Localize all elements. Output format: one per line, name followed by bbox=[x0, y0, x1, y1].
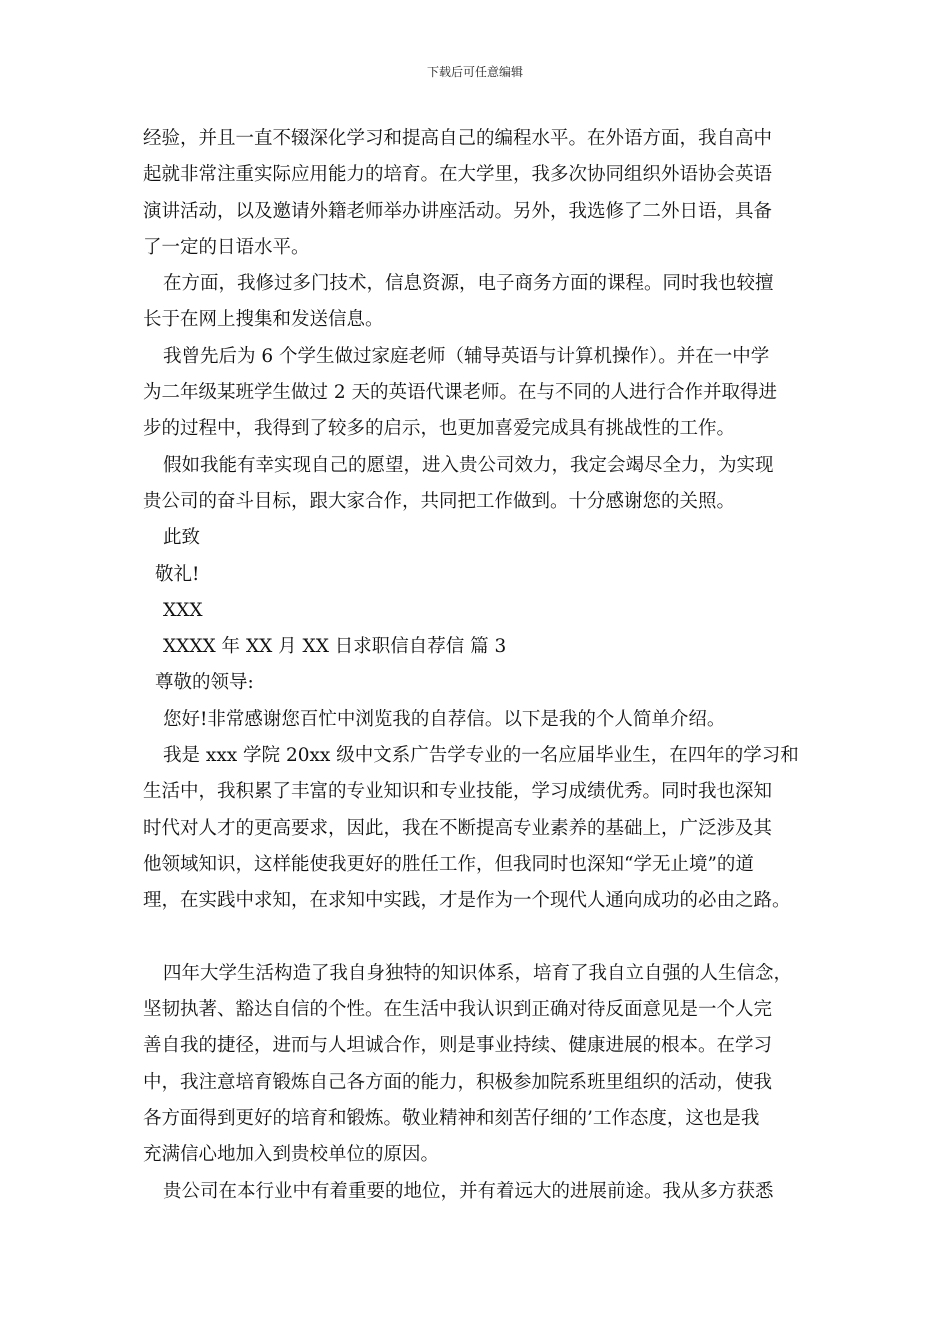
text-line: 步的过程中，我得到了较多的启示，也更加喜爱完成具有挑战性的工作。 bbox=[143, 418, 736, 440]
blank-line bbox=[143, 920, 823, 956]
text-line: 经验，并且一直不辍深化学习和提高自己的编程水平。在外语方面，我自高中 bbox=[143, 128, 773, 149]
text-line: 此致 bbox=[163, 527, 201, 549]
text-line: 中，我注意培育锻炼自己各方面的能力，积极参加院系班里组织的活动，使我 bbox=[143, 1071, 773, 1093]
letter-body bbox=[143, 121, 823, 1210]
text-line: 演讲活动，以及邀请外籍老师举办讲座活动。另外，我选修了二外日语，具备 bbox=[143, 200, 773, 222]
text-line: 生活中，我积累了丰富的专业知识和专业技能，学习成绩优秀。同时我也深知 bbox=[143, 781, 773, 803]
text-line: 时代对人才的更高要求，因此，我在不断提高专业素养的基础上，广泛涉及其 bbox=[143, 817, 773, 839]
text-line: 充满信心地加入到贵校单位的原因。 bbox=[143, 1144, 440, 1166]
text-line: 他领域知识，这样能使我更好的胜任工作，但我同时也深知“学无止境”的道 bbox=[143, 853, 754, 875]
text-line: 在方面，我修过多门技术，信息资源，电子商务方面的课程。同时我也较擅 bbox=[163, 273, 774, 295]
text-line: 敬礼! bbox=[155, 563, 200, 585]
text-line: 四年大学生活构造了我自身独特的知识体系，培育了我自立自强的人生信念， bbox=[163, 962, 793, 984]
page-header: 下载后可任意编辑 bbox=[426, 65, 523, 79]
text-line: 长于在网上搜集和发送信息。 bbox=[143, 309, 384, 331]
text-line: 善自我的捷径，进而与人坦诚合作，则是事业持续、健康进展的根本。在学习 bbox=[143, 1035, 773, 1057]
text-line: 起就非常注重实际应用能力的培育。在大学里，我多次协同组织外语协会英语 bbox=[143, 164, 773, 186]
text-line: 尊敬的领导: bbox=[155, 672, 254, 694]
text-line: 理，在实践中求知，在求知中实践，才是作为一个现代人通向成功的必由之路。 bbox=[143, 890, 791, 912]
text-line: 我是 xxx 学院 20xx 级中文系广告学专业的一名应届毕业生，在四年的学习和 bbox=[163, 745, 799, 767]
text-line: XXXX 年 XX 月 XX 日求职信自荐信 篇 3 bbox=[163, 636, 507, 658]
text-line: 贵公司的奋斗目标，跟大家合作，共同把工作做到。十分感谢您的关照。 bbox=[143, 490, 736, 512]
text-line: 我曾先后为 6 个学生做过家庭老师（辅导英语与计算机操作）。并在一中学 bbox=[163, 345, 770, 367]
text-line: 为二年级某班学生做过 2 天的英语代课老师。在与不同的人进行合作并取得进 bbox=[143, 382, 778, 404]
text-line: XXX bbox=[163, 599, 203, 621]
text-line: 各方面得到更好的培育和锻炼。敬业精神和刻苦仔细的’工作态度，这也是我 bbox=[143, 1108, 760, 1130]
text-line: 坚韧执著、豁达自信的个性。在生活中我认识到正确对待反面意见是一个人完 bbox=[143, 999, 773, 1021]
text-line: 贵公司在本行业中有着重要的地位，并有着远大的进展前途。我从多方获悉 bbox=[163, 1180, 774, 1202]
text-line: 了一定的日语水平。 bbox=[143, 236, 310, 258]
text-line: 您好!非常感谢您百忙中浏览我的自荐信。以下是我的个人简单介绍。 bbox=[163, 708, 726, 730]
text-line: 假如我能有幸实现自己的愿望，进入贵公司效力，我定会竭尽全力，为实现 bbox=[163, 454, 774, 476]
